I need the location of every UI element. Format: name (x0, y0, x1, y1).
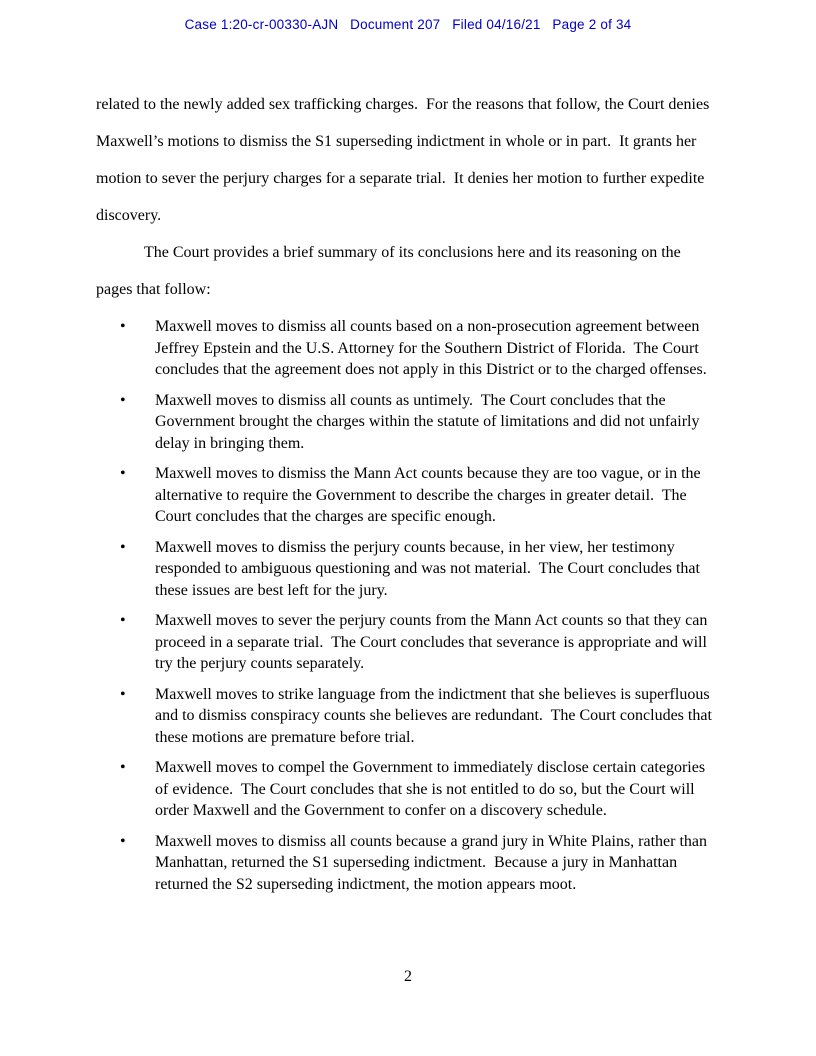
bullet-icon: • (120, 759, 126, 776)
bullet-icon: • (120, 832, 126, 850)
bullet-text: Maxwell moves to compel the Government to immediately disclose certain categories of evidence. The Court concludes that she is not entitled to do so, but the Court will order Maxwell and the Government to confer on a discovery schedule. (155, 759, 710, 819)
bullet-icon: • (120, 538, 126, 556)
bullet-item (96, 831, 714, 896)
bullet-item (96, 684, 714, 749)
bullet-text: Maxwell moves to dismiss all counts as untimely. The Court concludes that the Government brought the charges within the statute of limitations and did not unfairly delay in bringing them. (155, 391, 704, 452)
bullet-icon: • (120, 685, 126, 703)
paragraph-continuation: related to the newly added sex trafficking charges. For the reasons that follow, the Court denies Maxwell’s motions to dismiss the S1 superseding indictment in whole or in part. It grants her motion to sever the perjury charges for a separate trial. It denies her motion to further expedite discovery. (96, 96, 714, 224)
bullet-text: Maxwell moves to sever the perjury counts from the Mann Act counts so that they can proceed in a separate trial. The Court concludes that severance is appropriate and will try the perjury counts separately. (155, 612, 712, 672)
document-body (96, 86, 714, 895)
bullet-item (96, 610, 714, 675)
bullet-item (96, 537, 714, 602)
ecf-header-stamp: Case 1:20-cr-00330-AJN Document 207 Filed 04/16/21 Page 2 of 34 (184, 17, 632, 32)
bullet-text: Maxwell moves to strike language from the indictment that she believes is superfluous and to dismiss conspiracy counts she believes are redundant. The Court concludes that these motions are premature before trial. (155, 685, 716, 746)
bullet-icon: • (120, 465, 126, 482)
bullet-text: Maxwell moves to dismiss the perjury counts because, in her view, her testimony responded to ambiguous questioning and was not material. The Court concludes that these issues are best left for the jury. (155, 538, 704, 599)
bullet-item (96, 757, 714, 822)
bullet-item (96, 463, 714, 528)
bullet-text: Maxwell moves to dismiss all counts because a grand jury in White Plains, rather than Manhattan, returned the S1 superseding indictment. Because a jury in Manhattan returned the S2 superseding indictment, the motion appears moot. (155, 832, 712, 893)
bullet-item (96, 316, 714, 381)
conclusions-bullet-list (96, 316, 714, 895)
bullet-text: Maxwell moves to dismiss the Mann Act counts because they are too vague, or in the alternative to require the Government to describe the charges in greater detail. The Court concludes that the charges are specific enough. (155, 465, 705, 525)
bullet-icon: • (120, 391, 126, 409)
bullet-text: Maxwell moves to dismiss all counts based on a non-prosecution agreement between Jeffrey Epstein and the U.S. Attorney for the Southern District of Florida. The Court concludes that the agreement does not apply in this District or to the charged offenses. (155, 318, 707, 378)
bullet-icon: • (120, 612, 126, 629)
bullet-item (96, 390, 714, 455)
paragraph-summary-intro: The Court provides a brief summary of its conclusions here and its reasoning on the pages that follow: (96, 244, 685, 298)
bullet-icon: • (120, 318, 126, 335)
page-number: 2 (404, 968, 412, 985)
